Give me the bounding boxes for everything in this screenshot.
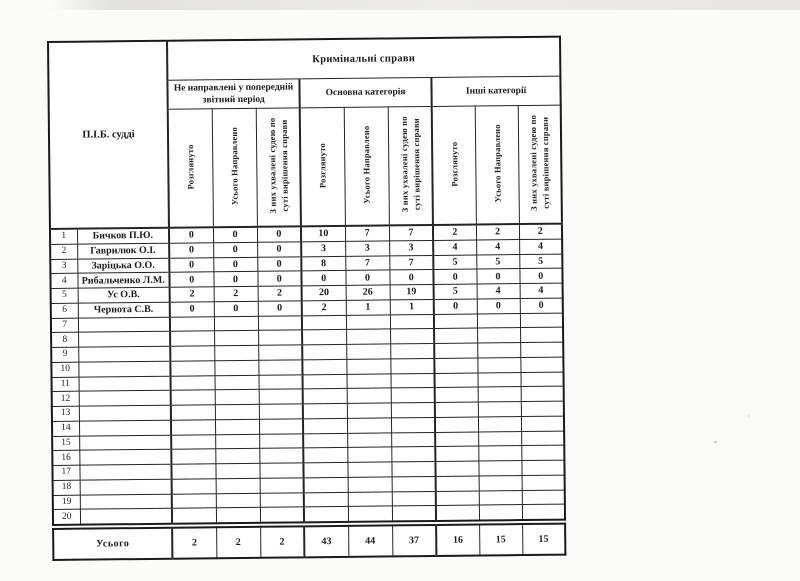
- value-cell: [392, 476, 436, 491]
- value-cell: [346, 329, 390, 344]
- value-cell: [390, 358, 434, 373]
- value-cell: [436, 491, 479, 506]
- report-sheet: [47, 36, 568, 561]
- value-cell: 2: [476, 224, 519, 240]
- value-cell: [522, 475, 565, 490]
- total-value-cell: 2: [216, 527, 260, 558]
- value-cell: 0: [258, 301, 302, 316]
- value-cell: 0: [169, 257, 213, 272]
- value-cell: 4: [519, 239, 562, 254]
- main-header-cell: Кримінальні справи: [167, 37, 560, 81]
- subcol-header-cell: [344, 107, 389, 226]
- value-cell: [171, 405, 215, 420]
- total-value-cell: 2: [260, 526, 304, 557]
- value-cell: [477, 313, 520, 328]
- value-cell: [215, 419, 259, 434]
- value-cell: 3: [389, 240, 433, 255]
- value-cell: 0: [434, 299, 477, 314]
- value-cell: [304, 507, 348, 523]
- judge-name-cell: Заріцька О.О.: [77, 258, 169, 274]
- value-cell: 0: [169, 272, 213, 287]
- value-cell: 10: [301, 226, 345, 242]
- value-cell: [214, 331, 258, 346]
- value-cell: [346, 344, 390, 359]
- value-cell: 0: [213, 257, 257, 272]
- row-number-cell: 4: [50, 273, 77, 288]
- value-cell: [214, 316, 258, 331]
- judge-name-cell: Рибальченко Л.М.: [77, 272, 169, 288]
- judge-name-cell: [78, 346, 170, 362]
- value-cell: [390, 314, 434, 329]
- value-cell: [521, 460, 564, 475]
- row-number-cell: 20: [53, 509, 80, 525]
- judge-name-cell: [79, 376, 171, 392]
- value-cell: [171, 375, 215, 390]
- value-cell: [390, 329, 434, 344]
- value-cell: 0: [257, 226, 301, 242]
- subcol-header-cell: [475, 106, 519, 225]
- value-cell: [521, 431, 564, 446]
- value-cell: [435, 373, 478, 388]
- value-cell: 2: [214, 286, 258, 301]
- subcol-header-cell: [388, 106, 433, 225]
- value-cell: [216, 508, 260, 524]
- value-cell: [348, 477, 392, 492]
- row-number-cell: 10: [51, 362, 78, 377]
- value-cell: 7: [389, 225, 433, 241]
- value-cell: [259, 389, 303, 404]
- judge-name-cell: [78, 331, 170, 347]
- value-cell: [216, 478, 260, 493]
- value-cell: [521, 386, 564, 401]
- value-cell: [521, 372, 564, 387]
- judge-name-cell: [79, 390, 171, 406]
- judge-name-cell: [79, 405, 171, 421]
- value-cell: 19: [390, 284, 434, 299]
- header-row-main: [48, 37, 560, 82]
- value-cell: [303, 448, 347, 463]
- category-header-not-forwarded: Не направлені у попередній звітний період: [167, 79, 299, 109]
- value-cell: [215, 463, 259, 478]
- value-cell: [170, 346, 214, 361]
- value-cell: [215, 449, 259, 464]
- row-number-cell: 9: [51, 347, 78, 362]
- value-cell: 0: [476, 269, 519, 284]
- value-cell: [258, 330, 302, 345]
- value-cell: [477, 357, 520, 372]
- value-cell: 3: [301, 241, 345, 256]
- value-cell: 4: [520, 283, 563, 298]
- value-cell: 7: [389, 255, 433, 270]
- value-cell: [392, 491, 436, 506]
- value-cell: 0: [257, 242, 301, 257]
- value-cell: 2: [302, 300, 346, 315]
- value-cell: [521, 401, 564, 416]
- value-cell: 5: [433, 255, 476, 270]
- category-header-other: Інші категорії: [431, 76, 560, 106]
- value-cell: 5: [434, 284, 477, 299]
- value-cell: [435, 402, 478, 417]
- value-cell: [214, 345, 258, 360]
- value-cell: [304, 477, 348, 492]
- row-number-cell: 17: [52, 465, 79, 480]
- subcol-label-decided: З них ухвалені судею по суті вирішення справи: [398, 116, 422, 213]
- judge-name-cell: [79, 435, 171, 451]
- value-cell: [302, 315, 346, 330]
- row-number-cell: 15: [52, 436, 79, 451]
- judge-name-cell: [80, 494, 172, 510]
- value-cell: [478, 461, 521, 476]
- value-cell: [303, 462, 347, 477]
- value-cell: [170, 316, 214, 331]
- value-cell: [478, 416, 521, 431]
- value-cell: [391, 388, 435, 403]
- value-cell: [478, 372, 521, 387]
- total-value-cell: 16: [436, 525, 479, 556]
- row-number-cell: 3: [50, 259, 77, 274]
- value-cell: [521, 416, 564, 431]
- subcol-label-reviewed: Розглянуто: [185, 143, 196, 190]
- judge-name-cell: Гаврилюк О.І.: [77, 243, 169, 259]
- subcol-header-cell: [518, 105, 562, 224]
- value-cell: [390, 343, 434, 358]
- value-cell: [260, 478, 304, 493]
- row-number-cell: 7: [51, 318, 78, 333]
- judge-name-cell: [78, 361, 170, 377]
- value-cell: 7: [345, 225, 389, 241]
- value-cell: [258, 315, 302, 330]
- value-cell: 0: [257, 271, 301, 286]
- total-value-cell: 43: [304, 526, 348, 557]
- judges-tbody: [50, 224, 565, 525]
- value-cell: [258, 360, 302, 375]
- row-number-cell: 1: [50, 229, 77, 245]
- value-cell: 3: [345, 241, 389, 256]
- value-cell: [303, 374, 347, 389]
- value-cell: [347, 418, 391, 433]
- row-number-cell: 11: [52, 377, 79, 392]
- value-cell: [258, 345, 302, 360]
- value-cell: 0: [257, 256, 301, 271]
- subcol-header-cell: [168, 109, 213, 228]
- value-cell: [392, 506, 436, 522]
- value-cell: [259, 374, 303, 389]
- value-cell: [259, 404, 303, 419]
- row-number-cell: 12: [52, 391, 79, 406]
- judge-name-cell: [79, 464, 171, 480]
- value-cell: 26: [346, 285, 390, 300]
- value-cell: [346, 359, 390, 374]
- value-cell: 5: [476, 254, 519, 269]
- value-cell: [435, 446, 478, 461]
- value-cell: [171, 434, 215, 449]
- value-cell: [478, 446, 521, 461]
- value-cell: [303, 389, 347, 404]
- value-cell: [478, 431, 521, 446]
- value-cell: [172, 493, 216, 508]
- value-cell: [521, 445, 564, 460]
- value-cell: [347, 432, 391, 447]
- value-cell: [259, 463, 303, 478]
- total-value-cell: 2: [172, 527, 216, 558]
- value-cell: [171, 390, 215, 405]
- judge-name-cell: [78, 317, 170, 333]
- value-cell: [391, 461, 435, 476]
- value-cell: 1: [390, 299, 434, 314]
- value-cell: [391, 447, 435, 462]
- value-cell: [259, 448, 303, 463]
- value-cell: 0: [389, 270, 433, 285]
- value-cell: 4: [433, 240, 476, 255]
- value-cell: 0: [170, 302, 214, 317]
- value-cell: 0: [214, 301, 258, 316]
- value-cell: [215, 390, 259, 405]
- row-number-cell: 16: [52, 450, 79, 465]
- value-cell: [170, 361, 214, 376]
- row-number-cell: 19: [53, 495, 80, 510]
- value-cell: 2: [433, 225, 476, 241]
- judge-name-cell: Ус О.В.: [78, 287, 170, 303]
- total-value-cell: 37: [392, 525, 436, 556]
- judge-name-cell: Чернота С.В.: [78, 302, 170, 318]
- judge-name-cell: [80, 508, 172, 524]
- value-cell: [171, 420, 215, 435]
- value-cell: [259, 433, 303, 448]
- value-cell: [391, 417, 435, 432]
- row-number-cell: 8: [51, 332, 78, 347]
- value-cell: [435, 432, 478, 447]
- value-cell: [391, 402, 435, 417]
- subcol-header-cell: [300, 107, 345, 226]
- value-cell: [260, 507, 304, 523]
- value-cell: [520, 327, 563, 342]
- value-cell: [478, 402, 521, 417]
- value-cell: [434, 328, 477, 343]
- value-cell: [478, 387, 521, 402]
- value-cell: 2: [519, 224, 562, 240]
- value-cell: [214, 360, 258, 375]
- value-cell: [302, 330, 346, 345]
- category-header-main: Основна категорія: [299, 77, 431, 107]
- value-cell: [172, 479, 216, 494]
- value-cell: [434, 314, 477, 329]
- subcol-header-cell: [212, 108, 257, 227]
- judge-name-cell: [79, 449, 171, 465]
- subcol-label-total-sent: Усього Направлено: [491, 124, 503, 203]
- value-cell: 0: [213, 242, 257, 257]
- criminal-cases-table: [47, 36, 566, 526]
- value-cell: [522, 490, 565, 505]
- scan-speck: [714, 441, 717, 443]
- value-cell: [347, 447, 391, 462]
- row-number-cell: 18: [53, 480, 80, 495]
- subcol-label-decided: З них ухвалені судею по суті вирішення справи: [528, 114, 552, 211]
- value-cell: [215, 404, 259, 419]
- value-cell: 4: [477, 284, 520, 299]
- value-cell: [303, 403, 347, 418]
- value-cell: [303, 433, 347, 448]
- value-cell: [435, 417, 478, 432]
- scanner-edge-band: [0, 0, 800, 10]
- subcol-header-cell: [256, 108, 301, 227]
- totals-row: [53, 524, 565, 560]
- value-cell: 0: [477, 298, 520, 313]
- value-cell: [522, 504, 565, 520]
- value-cell: [347, 462, 391, 477]
- value-cell: [304, 492, 348, 507]
- value-cell: [171, 464, 215, 479]
- value-cell: [302, 344, 346, 359]
- subcol-label-reviewed: Розглянуто: [317, 142, 328, 188]
- value-cell: 0: [433, 269, 476, 284]
- value-cell: [477, 328, 520, 343]
- value-cell: [348, 491, 392, 506]
- value-cell: [520, 342, 563, 357]
- value-cell: [434, 343, 477, 358]
- value-cell: [260, 492, 304, 507]
- value-cell: [216, 493, 260, 508]
- subcol-label-total-sent: Усього Направлено: [228, 126, 240, 206]
- value-cell: 0: [520, 298, 563, 313]
- row-number-cell: 2: [50, 244, 77, 259]
- total-value-cell: 44: [348, 525, 392, 556]
- value-cell: [391, 432, 435, 447]
- subcol-label-reviewed: Розглянуто: [448, 141, 460, 187]
- total-value-cell: 15: [522, 524, 565, 555]
- judge-name-cell: [79, 420, 171, 436]
- value-cell: [347, 388, 391, 403]
- row-number-cell: 13: [52, 406, 79, 421]
- value-cell: [520, 357, 563, 372]
- value-cell: 1: [346, 300, 390, 315]
- value-cell: [520, 313, 563, 328]
- row-number-cell: 14: [52, 421, 79, 436]
- judge-name-cell: [80, 479, 172, 495]
- value-cell: [435, 461, 478, 476]
- value-cell: 0: [169, 227, 213, 243]
- value-cell: [435, 387, 478, 402]
- value-cell: [434, 358, 477, 373]
- value-cell: [259, 419, 303, 434]
- value-cell: [477, 343, 520, 358]
- value-cell: [479, 475, 522, 490]
- judge-name-cell: Бичков П.Ю.: [77, 228, 169, 244]
- row-number-cell: 5: [51, 288, 78, 303]
- subcol-label-decided: З них ухвалені судею по суті вирішення справи: [266, 117, 290, 214]
- value-cell: [215, 434, 259, 449]
- value-cell: 2: [258, 286, 302, 301]
- value-cell: [479, 490, 522, 505]
- value-cell: [303, 418, 347, 433]
- value-cell: 0: [213, 272, 257, 287]
- totals-label-cell: Усього: [53, 528, 172, 560]
- total-value-cell: 15: [479, 524, 522, 555]
- value-cell: 0: [519, 268, 562, 283]
- value-cell: 0: [345, 270, 389, 285]
- value-cell: [172, 508, 216, 524]
- value-cell: [170, 331, 214, 346]
- value-cell: 0: [169, 243, 213, 258]
- corner-header-cell: П.І.Б. судді: [48, 41, 169, 229]
- value-cell: 0: [213, 227, 257, 243]
- row-number-cell: 6: [51, 303, 78, 318]
- value-cell: [347, 373, 391, 388]
- totals-table: [52, 523, 566, 561]
- value-cell: 2: [170, 287, 214, 302]
- value-cell: 5: [519, 254, 562, 269]
- subcol-header-cell: [432, 106, 476, 225]
- value-cell: [347, 403, 391, 418]
- value-cell: 4: [476, 239, 519, 254]
- value-cell: 20: [302, 285, 346, 300]
- value-cell: [346, 314, 390, 329]
- value-cell: [171, 449, 215, 464]
- value-cell: [302, 359, 346, 374]
- scan-speck: [748, 415, 750, 417]
- value-cell: 0: [301, 271, 345, 286]
- value-cell: [391, 373, 435, 388]
- value-cell: [436, 505, 479, 521]
- value-cell: 8: [301, 256, 345, 271]
- value-cell: [215, 375, 259, 390]
- subcol-label-total-sent: Усього Направлено: [360, 125, 372, 204]
- value-cell: [479, 505, 522, 521]
- value-cell: [348, 506, 392, 522]
- value-cell: 7: [345, 255, 389, 270]
- value-cell: [436, 476, 479, 491]
